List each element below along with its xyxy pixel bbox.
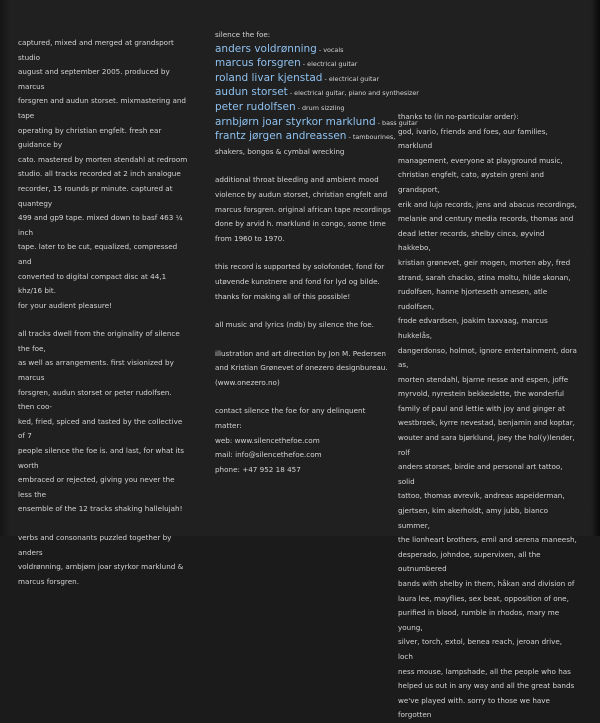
- text-line: god, ivario, friends and foes, our families, marklund: [398, 126, 548, 151]
- text-line: operating by christian engfelt. fresh ear guidance by: [18, 125, 162, 150]
- text-line: helped us out in any way and all the great bands: [398, 681, 575, 691]
- text-line: people silence the foe is. and last, for what its worth: [18, 446, 185, 470]
- member-role: - drum sizzling: [295, 103, 345, 112]
- text-line: myrvold, nyrestein bekkeslette, the wonderful: [398, 389, 565, 399]
- band-member: [215, 43, 393, 58]
- text-line: studio. all tracks recorded at 2 inch analogue: [18, 169, 181, 179]
- band-member: [215, 72, 393, 87]
- text-line: forsgren and audun storset. mixmastering and tape: [18, 96, 186, 120]
- member-role: - tambourines,: [346, 133, 396, 142]
- member-name: anders voldrønning: [215, 42, 317, 55]
- text-line: laura lee, mayflies, sex beat, opposition of one,: [398, 593, 569, 603]
- band-member: [215, 115, 418, 131]
- text-line: august and september 2005. produced by marcus: [18, 67, 170, 91]
- text-line: recorder, 15 rounds pr minute. captured at quantegy: [18, 183, 173, 208]
- text-line: additional throat bleeding and ambient mood: [215, 175, 379, 185]
- text-line: as well as arrangements. first visionized by marcus: [18, 358, 174, 383]
- text-line: rudolfsen, hanne hjorteseth arnesen, atle rudolfsen,: [398, 287, 548, 311]
- text-line: mail: info@silencethefoe.com: [215, 450, 322, 460]
- text-line: done by arvid h. marklund in congo, some time: [215, 219, 386, 229]
- text-line: westbroek, kyrre nevestad, benjamin and koptar,: [398, 418, 575, 428]
- text-line: frode edvardsen, joakim taxvaag, marcus hukkelås,: [398, 316, 548, 340]
- text-line: 499 and gp9 tape. mixed down to basf 463 ¼ inch: [18, 213, 183, 237]
- member-name: marcus forsgren: [215, 57, 301, 70]
- text-line: all tracks dwell from the originality of silence the foe,: [18, 329, 180, 353]
- text-line: desperado, johndoe, supervixen, all the outnumbered: [398, 549, 541, 574]
- text-line: ness mouse, lampshade, all the people who has: [398, 666, 571, 676]
- songwriting-paragraph: [18, 327, 188, 517]
- art-direction-paragraph: [215, 347, 393, 391]
- text-line: erik and lujo records, jens and abacus recordings,: [398, 199, 577, 209]
- text-line: bands with shelby in them, håkan and division of: [398, 579, 575, 588]
- text-line: marcus forsgren. original african tape recordings: [215, 204, 391, 214]
- text-line: for your audient pleasure!: [18, 300, 112, 310]
- member-role-continued: shakers, bongos & cymbal wrecking: [215, 146, 345, 156]
- credits-column-left: [18, 36, 188, 589]
- thanks-column: [398, 110, 578, 723]
- text-line: gjertsen, kim akerholdt, amy jubb, bianco summer,: [398, 506, 549, 530]
- text-line: tattoo, thomas øvrevik, andreas aspeiderman,: [398, 491, 565, 501]
- text-line: morten stendahl, bjarne nesse and espen, joffe: [398, 374, 569, 384]
- text-line: management, everyone at playground music,: [398, 155, 563, 165]
- text-line: strand, sarah chacko, stina moltu, hilde skonan,: [398, 272, 571, 282]
- text-line: family of paul and lettie with joy and ginger at: [398, 403, 565, 413]
- text-line: we've played with. sorry to those we have forgotten: [398, 695, 550, 720]
- text-line: thanks to (in no-particular order):: [398, 112, 519, 121]
- text-line: cato. mastered by morten stendahl at redroom: [18, 154, 188, 164]
- text-line: embraced or rejected, giving you never the less the: [18, 475, 175, 499]
- text-line: silver, torch, extol, benea reach, jeroan drive, loch: [398, 637, 563, 661]
- band-member: [215, 86, 419, 101]
- band-member: [215, 101, 393, 116]
- lyrics-credits-paragraph: [18, 531, 188, 589]
- member-name: arnbjørn joar styrkor marklund: [215, 115, 376, 128]
- support-paragraph: [215, 260, 393, 304]
- text-line: phone: +47 952 18 457: [215, 464, 301, 474]
- member-name: frantz jørgen andreassen: [215, 130, 347, 143]
- text-line: contact silence the foe for any delinquent matter:: [215, 406, 366, 431]
- text-line: forsgren, audun storset or peter rudolfsen. then coo-: [18, 387, 172, 412]
- text-line: web: www.silencethefoe.com: [215, 435, 320, 445]
- text-line: ked, fried, spiced and tasted by the collective of 7: [18, 416, 183, 441]
- text-line: thanks for making all of this possible!: [215, 291, 351, 301]
- text-line: christian engfelt, cato, øystein greni and grandsport,: [398, 170, 544, 194]
- text-line: from 1960 to 1970.: [215, 233, 285, 243]
- text-line: purified in blood, rumble in rhodos, mary me young,: [398, 608, 560, 632]
- text-line: illustration and art direction by Jon M. Pedersen: [215, 348, 386, 358]
- contact-paragraph: [215, 404, 393, 477]
- text-line: kristian grønevet, geir mogen, morten øby, fred: [398, 257, 571, 267]
- band-member: [215, 130, 396, 145]
- band-heading: silence the foe:: [215, 30, 271, 39]
- band-member: [215, 57, 393, 72]
- text-line: tape. later to be cut, equalized, compressed and: [18, 242, 178, 266]
- text-line: this record is supported by solofondet, fond for: [215, 262, 385, 272]
- text-line: marcus forsgren.: [18, 576, 79, 586]
- text-line: anders storset, birdie and personal art tattoo, solid: [398, 462, 563, 486]
- text-line: dangerdonso, holmot, ignore entertainment, dora as,: [398, 345, 577, 370]
- text-line: all music and lyrics (ndb) by silence the foe.: [215, 320, 374, 330]
- member-name: roland livar kjenstad: [215, 71, 323, 84]
- text-line: converted to digital compact disc at 44,1 khz/16 bit.: [18, 271, 167, 296]
- text-line: and Kristian Grønevet of onezero designbureau.: [215, 363, 388, 373]
- text-line: dead letter records, shelby cinca, øyvind hakkebo,: [398, 228, 545, 253]
- text-line: utøvende kunstnere and fond for lyd og bilde.: [215, 276, 380, 286]
- band-member-list: [215, 42, 419, 145]
- text-line: violence by audun storset, christian engfelt and: [215, 189, 388, 199]
- text-line: (www.onezero.no): [215, 377, 280, 387]
- text-line: the lionheart brothers, emil and serena maneesh,: [398, 535, 577, 545]
- text-line: ensemble of the 12 tracks shaking hallelujah!: [18, 504, 183, 514]
- member-role: - vocals: [316, 45, 344, 54]
- member-name: audun storset: [215, 86, 288, 99]
- text-line: melanie and century media records, thomas and: [398, 214, 574, 224]
- text-line: verbs and consonants puzzled together by anders: [18, 533, 172, 557]
- member-name: peter rudolfsen: [215, 100, 296, 113]
- additional-credits-paragraph: [215, 173, 393, 246]
- credits-column-middle: [215, 28, 419, 477]
- text-line: captured, mixed and merged at grandsport studio: [18, 38, 174, 62]
- recording-credits-paragraph: [18, 36, 188, 313]
- booklet-edge-shadow: [592, 0, 600, 536]
- text-line: voldrønning, arnbjørn joar styrkor marklund &: [18, 562, 184, 572]
- member-role: - electrical guitar, piano and synthesizer: [287, 89, 419, 98]
- text-line: wouter and sara bjørklund, joey the hol(y)lender, rolf: [398, 433, 575, 457]
- member-role: - electrical guitar: [322, 74, 380, 83]
- member-role: - electrical guitar: [300, 60, 358, 69]
- music-lyrics-credit: [215, 318, 393, 333]
- member-role: - bass guitar: [375, 118, 418, 127]
